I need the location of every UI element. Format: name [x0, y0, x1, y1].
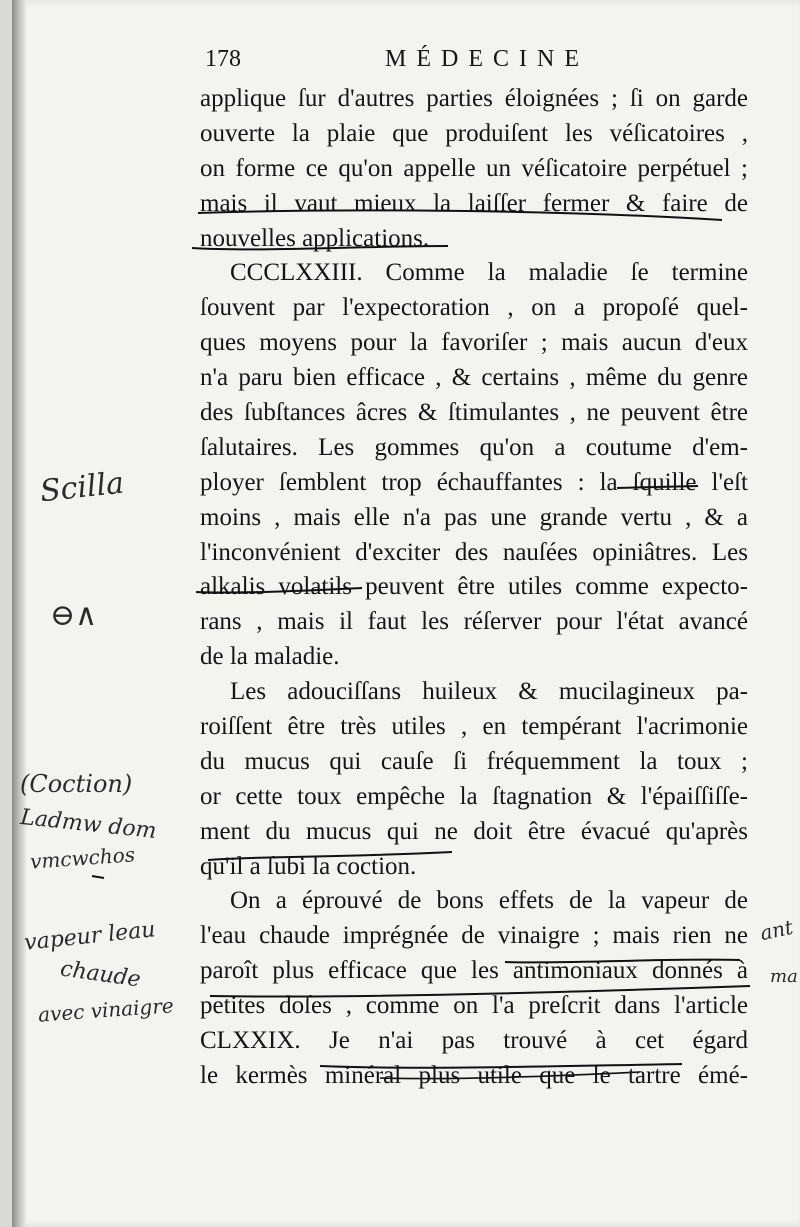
underline-antimoniaux — [505, 960, 740, 963]
text-line: ques moyens pour la favoriſer ; mais aucun d'eux — [200, 329, 748, 357]
marginal-note-scilla: Scilla — [38, 465, 126, 510]
text-line: ſalutaires. Les gommes qu'on a coutume d'em- — [200, 433, 748, 461]
text-line: de la maladie. — [200, 643, 340, 671]
marginal-note-coction-3: vmcwchos — [29, 842, 136, 874]
underline-petites-doses — [210, 986, 750, 997]
page-number: 178 — [205, 46, 241, 72]
section-heading-line: CCCLXXIII. Comme la maladie ſe termine — [230, 259, 748, 287]
underline-lower-stroke — [380, 1072, 640, 1079]
marginal-note-coction-1: (Coction) — [20, 770, 133, 798]
text-line: l'eau chaude imprégnée de vinaigre ; mais rien ne — [200, 922, 748, 950]
underline-quil-a-subi — [208, 852, 452, 860]
text-line: ployer ſemblent trop échauffantes : la ſquille l'eſt — [200, 468, 748, 496]
marginal-note-alkali: ⊖∧ — [50, 598, 98, 633]
text-line: le kermès minéral plus utile que le tartre émé- — [200, 1061, 748, 1089]
marginal-note-right-2: ma — [770, 966, 798, 987]
marginal-note-vapeur-3: avec vinaigre — [37, 993, 175, 1027]
underline-vapeur-note — [92, 876, 104, 878]
text-line: des ſubſtances âcres & ſtimulantes , ne peuvent être — [200, 399, 748, 427]
text-line: du mucus qui cauſe ſi fréquemment la toux ; — [200, 747, 748, 775]
underline-mais-il-vaut — [198, 210, 722, 220]
text-line: paroît plus efficace que les antimoniaux donnés à — [200, 957, 748, 985]
text-line: rans , mais il faut les réſerver pour l'état avancé — [200, 608, 748, 636]
text-line: l'inconvénient d'exciter des nauſées opiniâtres. Les — [200, 538, 748, 566]
text-line: ouverte la plaie que produiſent les véſicatoires , — [200, 119, 748, 147]
text-line: roiſſent être très utiles , en tempérant l'acrimonie — [200, 713, 748, 741]
text-line: qu'il a ſubi la coction. — [200, 852, 417, 880]
text-line: applique ſur d'autres parties éloignées ; ſi on garde — [200, 85, 748, 112]
text-line: ſouvent par l'expectoration , on a propoſé quel- — [200, 294, 748, 322]
text-line: nouvelles applications. — [200, 224, 430, 252]
marginal-note-vapeur-2: chaude — [58, 956, 143, 993]
text-line: moins , mais elle n'a pas une grande vertu , & a — [200, 503, 748, 531]
text-line: CLXXIX. Je n'ai pas trouvé à cet égard — [200, 1027, 748, 1055]
underline-alkalis — [196, 588, 362, 593]
marginal-note-coction-2: Ladmw dom — [19, 804, 158, 845]
text-line: On a éprouvé de bons effets de la vapeur de — [230, 887, 748, 915]
underline-squille — [617, 486, 698, 488]
text-line: alkalis volatils peuvent être utiles comme expecto- — [200, 573, 748, 601]
text-line: or cette toux empêche la ſtagnation & l'épaiſſiſſe- — [200, 782, 748, 810]
underline-nouvelles-applications — [192, 246, 448, 249]
marginal-note-right-1: ant — [757, 914, 795, 946]
text-line: Les adouciſſans huileux & mucilagineux pa- — [230, 678, 748, 706]
text-line: n'a paru bien efficace , & certains , même du genre — [200, 364, 748, 392]
running-title: MÉDECINE — [385, 46, 589, 72]
text-line: on forme ce qu'on appelle un véſicatoire perpétuel ; — [200, 154, 748, 182]
text-line: mais il vaut mieux la laiſſer fermer & faire de — [200, 189, 748, 217]
text-line: ment du mucus qui ne doit être évacué qu'après — [200, 817, 748, 845]
text-line: petites doſes , comme on l'a preſcrit dans l'article — [200, 992, 748, 1020]
marginal-note-vapeur-1: vapeur leau — [23, 917, 157, 956]
underline-kermes — [320, 1064, 682, 1068]
